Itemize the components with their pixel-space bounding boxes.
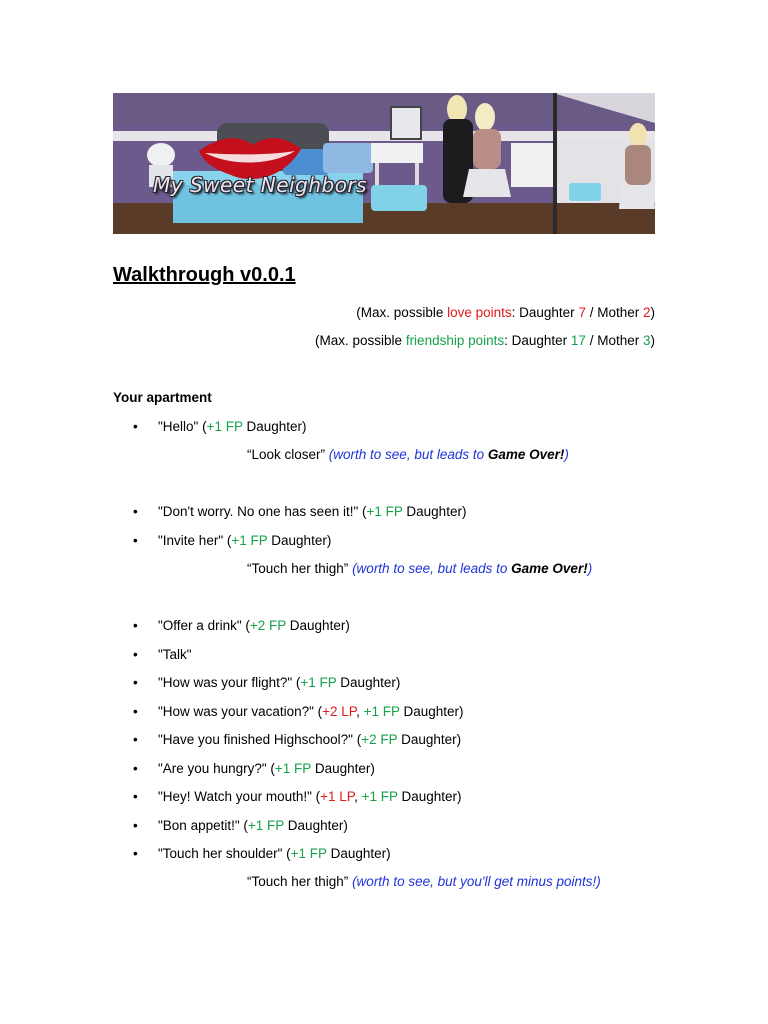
text-span: Daughter) [336,675,401,690]
friendship-points-label: friendship points [405,333,505,348]
list-item [133,703,464,721]
text-span: : Daughter [504,333,571,348]
bullet-icon: • [133,818,138,833]
banner-logo-text: My Sweet Neighbors [153,173,368,197]
love-points-value: +1 LP [320,789,355,804]
game-over-text: Game Over! [487,447,565,462]
text-span: "Have you finished Highschool?" ( [158,732,362,747]
friendship-points-value: +1 FP [300,675,337,690]
love-points-value: +2 LP [322,704,357,719]
sub-item [247,873,601,891]
bullet-icon: • [133,618,138,633]
text-span: (Max. possible [356,305,448,320]
bullet-icon: • [133,789,138,804]
text-span: "Hello" ( [158,419,207,434]
list-item [133,760,375,778]
text-span: “Touch her thigh” [247,874,353,889]
bullet-icon: • [133,846,138,861]
friendship-points-value: +1 FP [366,504,403,519]
text-span: Daughter) [284,818,348,833]
text-span: "Are you hungry?" ( [158,761,275,776]
max-friendship-points-line [315,332,655,350]
bedroom-scene-illustration [113,93,655,234]
text-span: Daughter) [267,533,332,548]
text-span: Daughter) [326,846,391,861]
note-text: (worth to see, but leads to [328,447,488,462]
friendship-points-value: +2 FP [361,732,398,747]
page-title: Walkthrough v0.0.1 [113,264,296,286]
text-span: / Mother [585,333,643,348]
text-span: (Max. possible [315,333,406,348]
note-text: (worth to see, but leads to [352,561,512,576]
text-span: Daughter) [397,732,462,747]
section-heading: Your apartment [113,390,212,405]
bullet-icon: • [133,647,138,662]
max-love-points-line [356,304,655,322]
text-span: "How was your flight?" ( [158,675,301,690]
friendship-points-value: +1 FP [363,704,400,719]
friendship-points-value: +2 FP [249,618,287,633]
bullet-icon: • [133,704,138,719]
text-span: ) [650,305,655,320]
love-daughter-value: 7 [578,305,586,320]
friendship-points-value: +1 FP [231,533,268,548]
friendship-points-value: +1 FP [206,419,243,434]
text-span: “Touch her thigh” [247,561,353,576]
friendship-points-value: +1 FP [247,818,285,833]
list-item [133,845,391,863]
header-banner-image [113,93,655,234]
sub-item [247,446,569,464]
friendship-points-value: +1 FP [290,846,327,861]
text-span: "Invite her" ( [158,533,232,548]
list-item [133,617,350,635]
game-over-text: Game Over! [511,561,588,576]
list-item [133,418,307,436]
bullet-icon: • [133,732,138,747]
list-item [133,532,331,550]
text-span: Daughter) [286,618,350,633]
friendship-points-value: +1 FP [274,761,312,776]
bullet-icon: • [133,675,138,690]
note-text: (worth to see, but you'll get minus points!) [352,874,601,889]
text-span: , [354,789,362,804]
list-item [133,503,466,521]
note-text: ) [587,561,593,576]
text-span: "Bon appetit!" ( [158,818,248,833]
text-span: / Mother [585,305,643,320]
bullet-icon: • [133,533,138,548]
list-item [133,731,461,749]
friendship-daughter-value: 17 [570,333,586,348]
friendship-points-value: +1 FP [361,789,398,804]
bullet-icon: • [133,504,138,519]
list-item [133,674,400,692]
text-span: “Look closer” [247,447,329,462]
bullet-icon: • [133,419,138,434]
love-mother-value: 2 [642,305,651,320]
note-text: ) [564,447,569,462]
text-span: "Hey! Watch your mouth!" ( [158,789,321,804]
text-span: Daughter) [399,704,464,719]
text-span: Daughter) [311,761,375,776]
text-span: "How was your vacation?" ( [158,704,323,719]
text-span: : Daughter [511,305,579,320]
list-item [133,817,348,835]
love-points-label: love points [447,305,512,320]
bullet-icon: • [133,761,138,776]
text-span: ) [650,333,655,348]
text-span: Daughter) [402,504,467,519]
list-item [133,646,192,664]
list-item [133,788,462,806]
text-span: Daughter) [397,789,462,804]
text-span: "Don't worry. No one has seen it!" ( [158,504,367,519]
text-span: , [356,704,364,719]
friendship-mother-value: 3 [642,333,651,348]
sub-item [247,560,592,578]
text-span: "Touch her shoulder" ( [158,846,291,861]
text-span: Daughter) [242,419,307,434]
text-span: "Talk" [158,647,192,662]
text-span: "Offer a drink" ( [158,618,250,633]
